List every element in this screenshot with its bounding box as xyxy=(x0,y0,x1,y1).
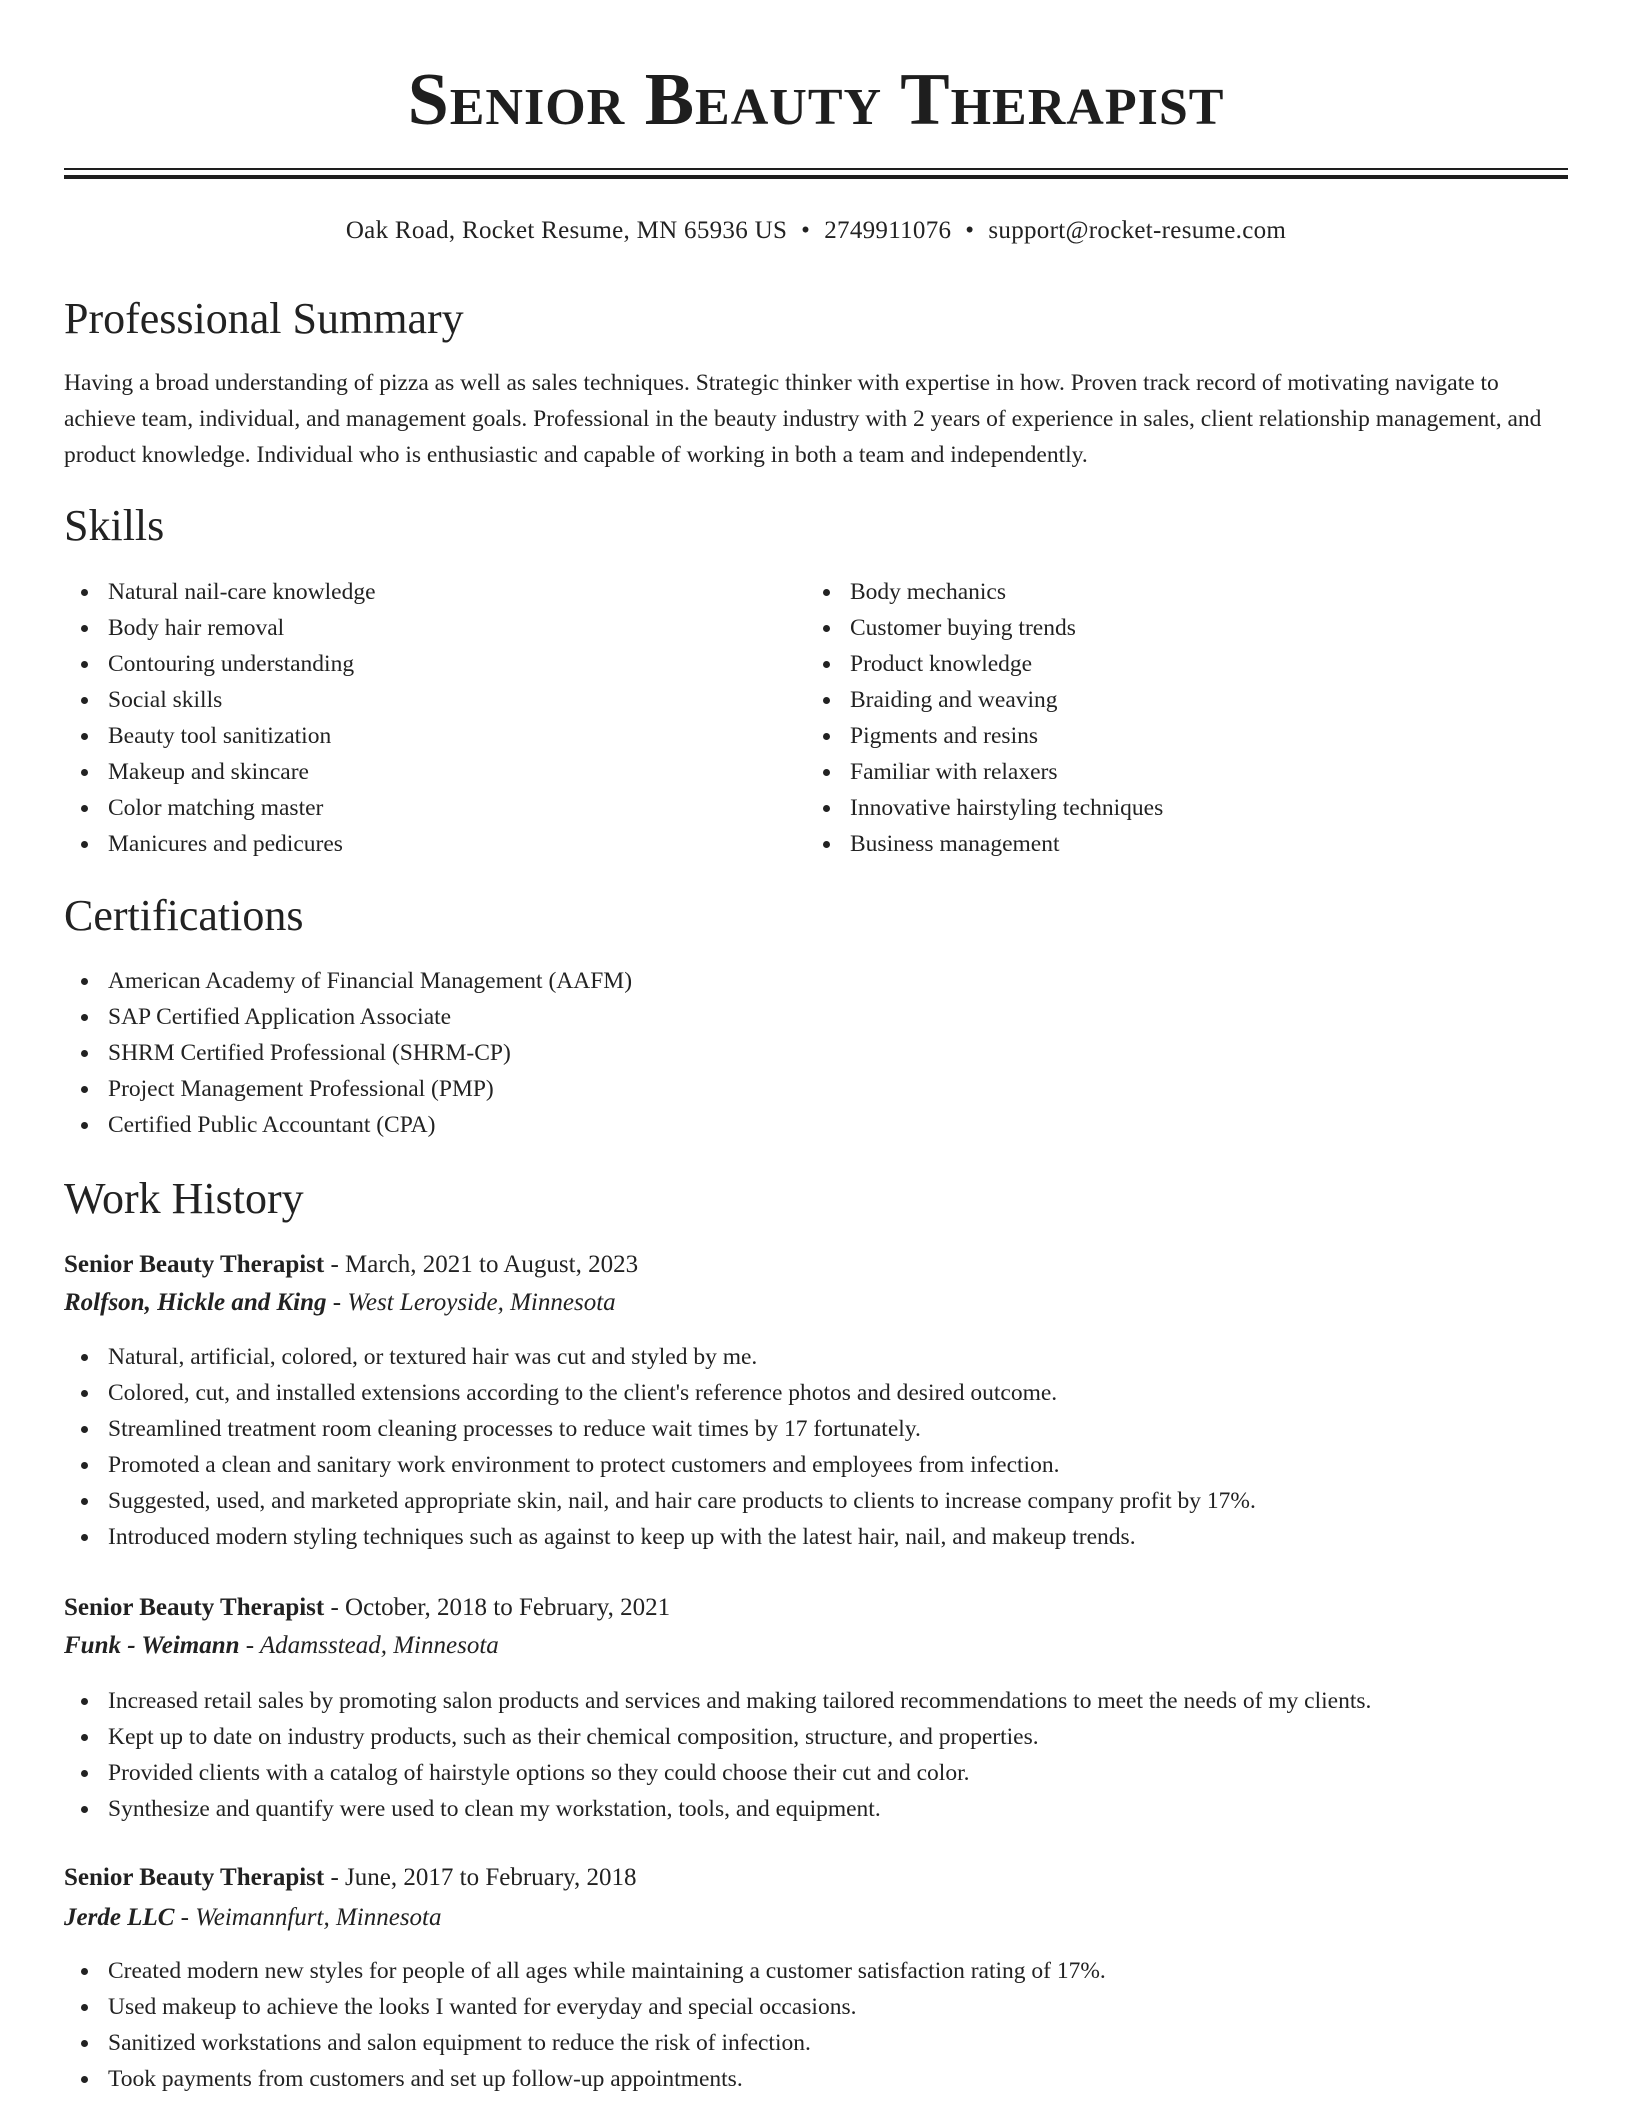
list-item: Product knowledge xyxy=(806,646,1546,682)
list-item: Business management xyxy=(806,826,1546,862)
list-item: Streamlined treatment room cleaning processes to reduce wait times by 17 fortunately. xyxy=(64,1411,1564,1447)
certifications-heading: Certifications xyxy=(64,891,304,940)
job-role: Senior Beauty Therapist xyxy=(64,1594,325,1621)
job-company-line xyxy=(64,1286,616,1320)
list-item: Color matching master xyxy=(64,790,804,826)
list-item: Innovative hairstyling techniques xyxy=(806,790,1546,826)
certifications-list xyxy=(64,963,1564,1143)
list-item: Natural nail-care knowledge xyxy=(64,574,804,610)
job-company: Funk - Weimann xyxy=(64,1632,240,1659)
list-item: Familiar with relaxers xyxy=(806,754,1546,790)
contact-line xyxy=(64,215,1568,247)
contact-email[interactable]: support@rocket-resume.com xyxy=(988,217,1287,244)
list-item: Colored, cut, and installed extensions according to the client's reference photos and desired outcome. xyxy=(64,1375,1564,1411)
job-location: - Adamsstead, Minnesota xyxy=(239,1632,499,1659)
list-item: Contouring understanding xyxy=(64,646,804,682)
list-item: Body mechanics xyxy=(806,574,1546,610)
resume-title: Senior Beauty Therapist xyxy=(407,59,1225,141)
job-dates: - March, 2021 to August, 2023 xyxy=(324,1251,639,1278)
job-company: Jerde LLC xyxy=(64,1904,175,1931)
job-title-line xyxy=(64,1591,670,1625)
list-item: Promoted a clean and sanitary work environment to protect customers and employees from infection. xyxy=(64,1447,1564,1483)
list-item: SHRM Certified Professional (SHRM-CP) xyxy=(64,1035,1564,1071)
list-item: Braiding and weaving xyxy=(806,682,1546,718)
job-location: - West Leroyside, Minnesota xyxy=(326,1289,616,1316)
list-item: Suggested, used, and marketed appropriate skin, nail, and hair care products to clients to increase company profit by 17%. xyxy=(64,1483,1564,1519)
list-item: Sanitized workstations and salon equipment to reduce the risk of infection. xyxy=(64,2025,1564,2061)
resume-page xyxy=(64,0,1568,2092)
job-dates: - October, 2018 to February, 2021 xyxy=(324,1594,671,1621)
job-bullets xyxy=(64,1683,1564,1827)
list-item: SAP Certified Application Associate xyxy=(64,999,1564,1035)
work-history-heading: Work History xyxy=(64,1174,304,1223)
skills-heading: Skills xyxy=(64,501,165,550)
list-item: Introduced modern styling techniques such as against to keep up with the latest hair, nail, and makeup trends. xyxy=(64,1519,1564,1555)
job-company-line xyxy=(64,1901,442,1935)
skills-list-left xyxy=(64,574,804,862)
contact-separator: • xyxy=(801,217,811,244)
list-item: Manicures and pedicures xyxy=(64,826,804,862)
job-role: Senior Beauty Therapist xyxy=(64,1251,325,1278)
title-divider-thick xyxy=(64,175,1568,179)
list-item: Synthesize and quantify were used to clean my workstation, tools, and equipment. xyxy=(64,1791,1564,1827)
job-location: - Weimannfurt, Minnesota xyxy=(174,1904,442,1931)
job-company-line xyxy=(64,1629,499,1663)
summary-text: Having a broad understanding of pizza as well as sales techniques. Strategic thinker with expertise in how. Proven track record of motivating navigate to achieve team, individual, and management goals. Professional in the beauty industry with 2 years of experience in sales, client relationship management, and product knowledge. Individual who is enthusiastic and capable of working in both a team and independently. xyxy=(64,370,1542,468)
job-bullets xyxy=(64,1953,1564,2097)
list-item: Took payments from customers and set up follow-up appointments. xyxy=(64,2061,1564,2097)
job-role: Senior Beauty Therapist xyxy=(64,1864,325,1891)
skills-list-right xyxy=(806,574,1546,862)
list-item: Makeup and skincare xyxy=(64,754,804,790)
job-title-line xyxy=(64,1861,636,1895)
list-item: American Academy of Financial Management (AAFM) xyxy=(64,963,1564,999)
list-item: Increased retail sales by promoting salon products and services and making tailored recommendations to meet the needs of my clients. xyxy=(64,1683,1564,1719)
list-item: Created modern new styles for people of all ages while maintaining a customer satisfaction rating of 17%. xyxy=(64,1953,1564,1989)
contact-phone[interactable]: 2749911076 xyxy=(824,217,952,244)
job-bullets xyxy=(64,1339,1564,1555)
list-item: Pigments and resins xyxy=(806,718,1546,754)
list-item: Project Management Professional (PMP) xyxy=(64,1071,1564,1107)
title-divider-thin xyxy=(64,168,1568,170)
job-title-line xyxy=(64,1248,638,1282)
list-item: Beauty tool sanitization xyxy=(64,718,804,754)
list-item: Social skills xyxy=(64,682,804,718)
contact-address: Oak Road, Rocket Resume, MN 65936 US xyxy=(345,217,788,244)
list-item: Kept up to date on industry products, such as their chemical composition, structure, and properties. xyxy=(64,1719,1564,1755)
contact-separator: • xyxy=(965,217,975,244)
list-item: Customer buying trends xyxy=(806,610,1546,646)
list-item: Body hair removal xyxy=(64,610,804,646)
job-dates: - June, 2017 to February, 2018 xyxy=(324,1864,637,1891)
summary-heading: Professional Summary xyxy=(64,294,464,343)
list-item: Certified Public Accountant (CPA) xyxy=(64,1107,1564,1143)
list-item: Provided clients with a catalog of hairstyle options so they could choose their cut and color. xyxy=(64,1755,1564,1791)
list-item: Used makeup to achieve the looks I wanted for everyday and special occasions. xyxy=(64,1989,1564,2025)
list-item: Natural, artificial, colored, or textured hair was cut and styled by me. xyxy=(64,1339,1564,1375)
job-company: Rolfson, Hickle and King xyxy=(64,1289,327,1316)
